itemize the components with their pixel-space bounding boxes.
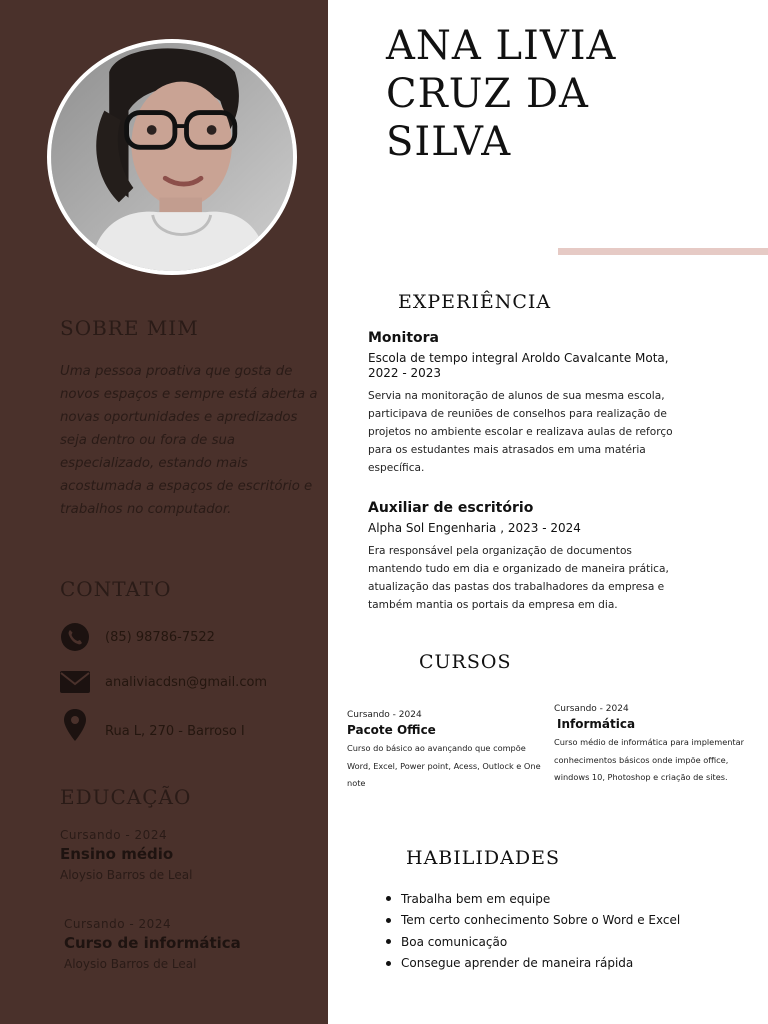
course-title: Informática <box>557 717 636 731</box>
experience-item <box>368 328 688 477</box>
skill-item <box>386 888 680 910</box>
mail-icon <box>60 667 90 697</box>
about-heading: SOBRE MIM <box>60 316 199 340</box>
contact-phone[interactable] <box>60 622 215 652</box>
education-school: Aloysio Barros de Leal <box>64 957 197 971</box>
skill-text: Trabalha bem em equipe <box>401 891 551 906</box>
job-description: Era responsável pela organização de documentos mantendo tudo em dia e organizado de maneira prática, atualização das pastas dos trabalhadores da empresa e também mantia os portais da empresa em dia. <box>368 545 669 611</box>
bullet-icon <box>386 896 391 901</box>
skill-text: Consegue aprender de maneira rápida <box>401 956 634 971</box>
skills-heading: HABILIDADES <box>406 847 560 869</box>
job-title: Monitora <box>368 330 439 346</box>
phone-text[interactable]: (85) 98786-7522 <box>105 629 215 645</box>
about-text: Uma pessoa proativa que gosta de novos espaços e sempre está aberta a novas oportunidades e apredizados seja dentro ou fora de sua especializado, estando mais acostumada a espaços de escritório e trabalhos no computador. <box>60 364 318 517</box>
job-company: Alpha Sol Engenharia , 2023 - 2024 <box>368 521 581 535</box>
job-company: Escola de tempo integral Aroldo Cavalcante Mota, 2022 - 2023 <box>368 351 669 380</box>
education-item <box>60 827 192 885</box>
skills-list <box>386 888 680 974</box>
job-description: Servia na monitoração de alunos de sua mesma escola, participava de reuniões de conselhos para realização de projetos no ambiente escolar e realizava aulas de reforço para os estudantes mais atrasados em uma matéria específica. <box>368 390 673 474</box>
contact-heading: CONTATO <box>60 577 172 601</box>
skill-text: Boa comunicação <box>401 934 508 949</box>
profile-photo-illustration <box>51 43 293 271</box>
bullet-icon <box>386 961 391 966</box>
skill-item <box>386 953 680 975</box>
education-title: Ensino médio <box>60 845 174 863</box>
experience-item <box>368 498 688 614</box>
experience-heading: EXPERIÊNCIA <box>398 291 552 313</box>
job-title: Auxiliar de escritório <box>368 500 534 516</box>
address-text: Rua L, 270 - Barroso I <box>105 724 245 739</box>
course-title: Pacote Office <box>347 723 436 737</box>
skill-item <box>386 931 680 953</box>
education-heading: EDUCAÇÃO <box>60 785 192 809</box>
course-item <box>347 709 542 793</box>
contact-address <box>60 710 245 740</box>
bullet-icon <box>386 918 391 923</box>
course-description: Curso médio de informática para implementar conhecimentos básicos onde impõe office, windows 10, Photoshop e criação de sites. <box>554 737 745 782</box>
education-school: Aloysio Barros de Leal <box>60 868 193 882</box>
location-pin-icon <box>60 710 90 740</box>
bullet-icon <box>386 939 391 944</box>
accent-divider <box>558 248 768 255</box>
education-date: Cursando - 2024 <box>64 917 172 931</box>
courses-heading: CURSOS <box>419 651 512 673</box>
education-date: Cursando - 2024 <box>60 828 168 842</box>
name-line: ANA LIVIA <box>386 23 617 69</box>
course-item <box>554 703 749 787</box>
education-item <box>64 916 241 974</box>
phone-icon <box>60 622 90 652</box>
name-line: CRUZ DA <box>386 71 589 117</box>
email-text[interactable]: analiviacdsn@gmail.com <box>105 674 268 690</box>
full-name <box>386 22 616 166</box>
course-description: Curso do básico ao avançando que compõe Word, Excel, Power point, Acess, Outlock e One note <box>347 743 541 788</box>
profile-photo <box>47 39 297 275</box>
skill-text: Tem certo conhecimento Sobre o Word e Excel <box>401 913 681 928</box>
education-title: Curso de informática <box>64 934 241 952</box>
course-date: Cursando - 2024 <box>554 704 629 714</box>
skill-item <box>386 910 680 932</box>
course-date: Cursando - 2024 <box>347 710 422 720</box>
contact-email[interactable] <box>60 667 268 697</box>
name-line: SILVA <box>386 119 512 165</box>
